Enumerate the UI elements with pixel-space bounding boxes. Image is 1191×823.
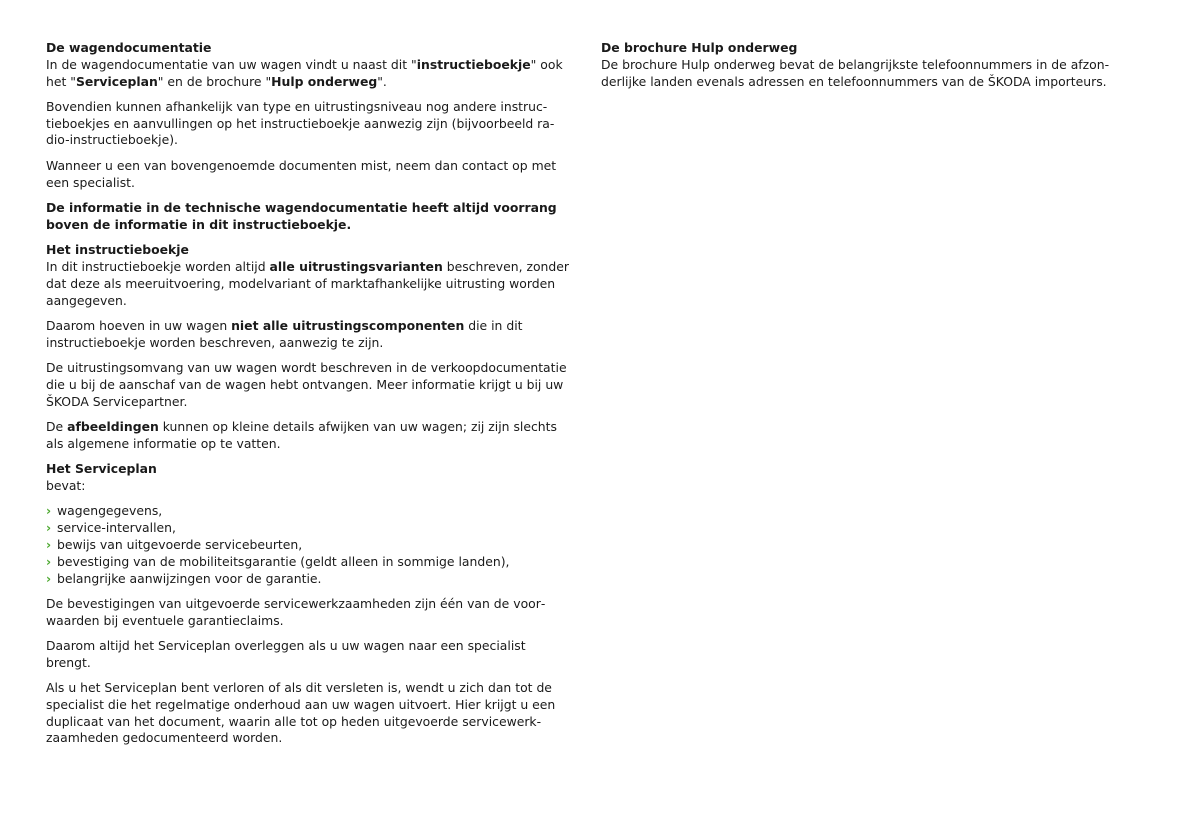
bullet-list [46,503,570,587]
list-item: › bewijs van uitgevoerde servicebeurten, [46,536,303,552]
paragraph: De brochure Hulp onderweg bevat de belangrijkste telefoonnummers in de afzonderlijke landen evenals adressen en telefoonnummers van de ŠKODA importeurs. [601,56,1110,89]
text-run: In dit instructieboekje worden altijd [46,259,270,275]
bold-term: afbeeldingen [67,419,159,435]
text-run: die in dit instructieboekje worden beschreven, aanwezig te zijn. [46,318,523,350]
paragraph: Wanneer u een van bovengenoemde documenten mist, neem dan contact op met een specialist. [46,157,557,190]
bold-term: instructieboekje [416,56,531,72]
section-heading: Het instructieboekje [46,242,189,258]
chevron-right-icon: › [46,553,52,569]
chevron-right-icon: › [46,520,52,536]
chevron-right-icon: › [46,536,52,552]
text-run: ". [377,73,387,89]
paragraph: bevat: [46,478,86,494]
paragraph: De bevestigingen van uitgevoerde servicewerkzaamheden zijn één van de voorwaarden bij eventuele garantieclaims. [46,595,546,628]
section-hulp-onderweg [601,40,1125,90]
bold-term: Serviceplan [75,73,158,89]
section-instructieboekje [46,242,570,452]
paragraph [46,259,570,309]
section-heading: Het Serviceplan [46,461,157,477]
list-item: › wagengegevens, [46,503,163,519]
paragraph: De uitrustingsomvang van uw wagen wordt beschreven in de verkoopdocumentatie die u bij de aanschaf van de wagen hebt ontvangen. Meer informatie krijgt u bij uw ŠKODA Servicepartner. [46,360,567,409]
text-run: Daarom hoeven in uw wagen [46,318,232,334]
bold-term: alle uitrustingsvarianten [269,259,443,275]
text-run: In de wagendocumentatie van uw wagen vindt u naast dit " [46,56,417,72]
section-heading: De brochure Hulp onderweg [601,40,798,55]
bold-term: niet alle uitrustingscomponenten [231,318,465,334]
list-item: › service-intervallen, [46,520,176,536]
left-column [46,40,570,756]
paragraph [46,318,570,352]
bold-term: Hulp onderweg [271,73,378,89]
section-wagendocumentatie [46,40,570,233]
chevron-right-icon: › [46,503,52,519]
text-run: De [46,419,68,435]
chevron-right-icon: › [46,570,52,586]
list-item: › belangrijke aanwijzingen voor de garantie. [46,570,322,586]
list-item: › bevestiging van de mobiliteitsgarantie (geldt alleen in sommige landen), [46,553,510,569]
text-run: " ook het " [46,56,563,89]
paragraph [46,57,570,91]
paragraph [46,419,570,453]
paragraph: Daarom altijd het Serviceplan overleggen als u uw wagen naar een specialist brengt. [46,637,526,670]
text-run: kunnen op kleine details afwijken van uw wagen; zij zijn slechts als algemene informatie op te vatten. [46,419,557,451]
emphasis-paragraph: De informatie in de technische wagendocumentatie heeft altijd voorrang boven de informatie in dit instructieboekje. [46,199,557,232]
text-run: " en de brochure " [157,73,272,89]
right-column [601,40,1125,99]
paragraph: Als u het Serviceplan bent verloren of als dit versleten is, wendt u zich dan tot de specialist die het regelmatige onderhoud aan uw wagen uitvoert. Hier krijgt u een duplicaat van het document, waarin alle tot op heden uitgevoerde servicewerkzaamheden gedocumenteerd worden. [46,680,556,746]
section-serviceplan [46,461,570,747]
section-heading: De wagendocumentatie [46,40,212,55]
paragraph: Bovendien kunnen afhankelijk van type en uitrustingsniveau nog andere instructieboekjes en aanvullingen op het instructieboekje aanwezig zijn (bijvoorbeeld radio-instructieboekje). [46,98,555,148]
text-run: beschreven, zonder dat deze als meeruitvoering, modelvariant of marktafhankelijke uitrusting worden aangegeven. [46,259,569,308]
